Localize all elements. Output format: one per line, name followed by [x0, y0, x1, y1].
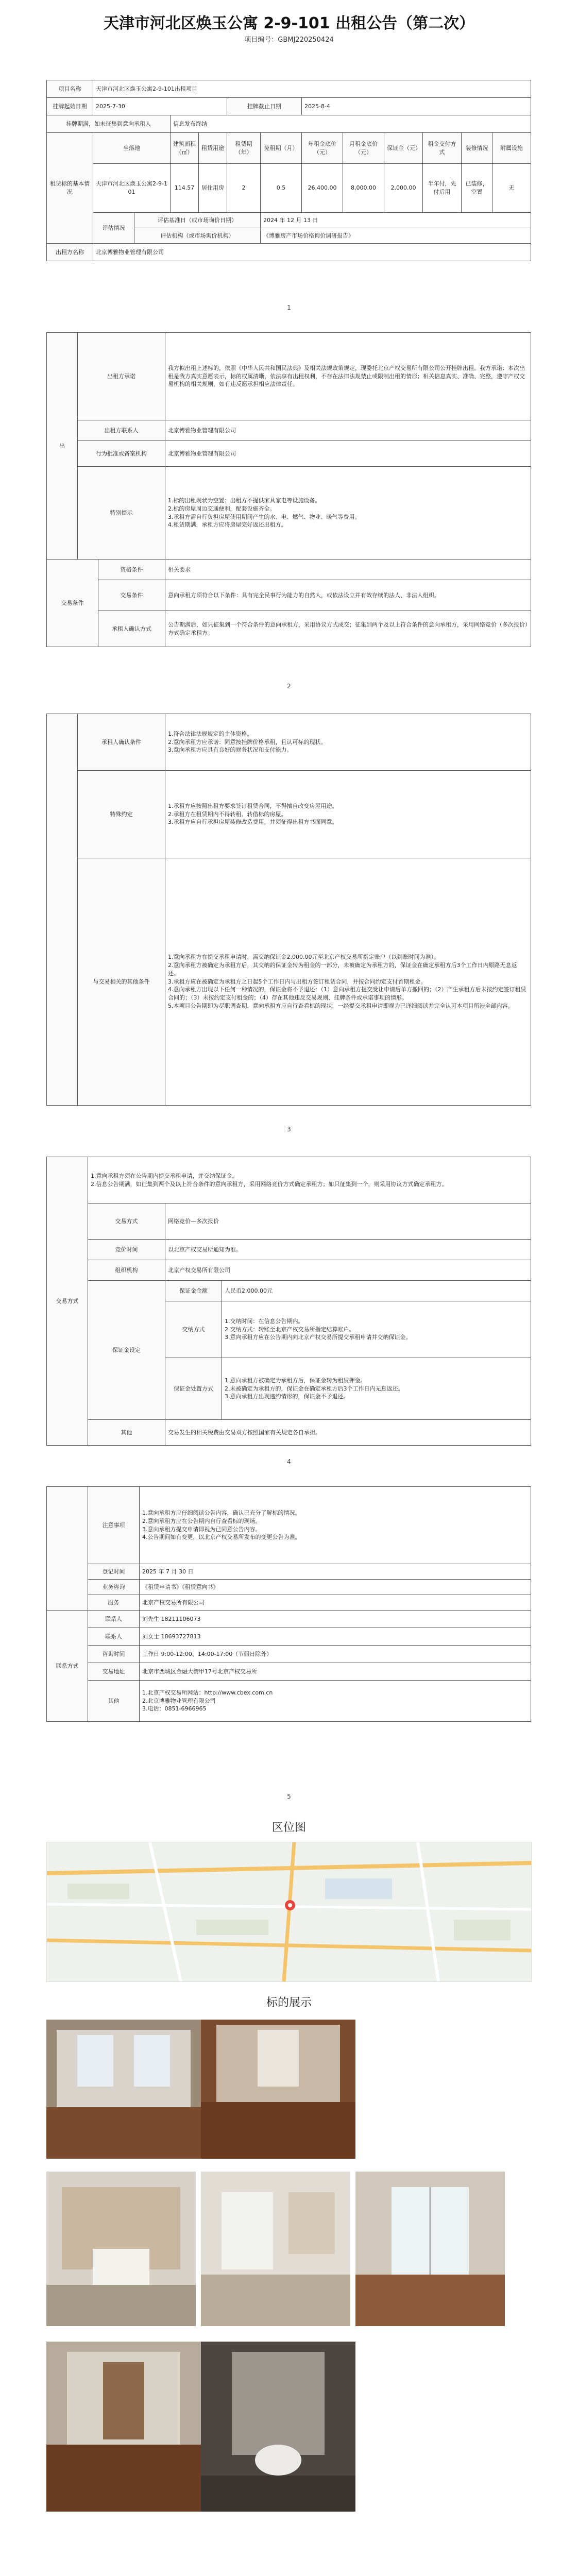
map-graphic	[47, 1842, 531, 1981]
confirm-label: 承租人确认方式	[98, 611, 165, 647]
time-label: 竞价时间	[88, 1240, 165, 1260]
lessor-value: 北京博雅物业管理有限公司	[93, 244, 531, 261]
col-usage: 租赁用途	[199, 133, 227, 164]
biz-value: 《租赁申请书》《租赁意向书》	[140, 1580, 531, 1595]
org-label: 组织机构	[88, 1260, 165, 1281]
val-payment: 半年付，先付后用	[423, 164, 462, 213]
contact-table	[46, 1486, 531, 1722]
val-usage: 居住用房	[199, 164, 227, 213]
page-4	[46, 1157, 531, 1446]
col-facility: 附属设施	[492, 133, 531, 164]
hours-label: 咨询时间	[88, 1646, 140, 1663]
lessor-commit-label: 出租方承诺	[78, 333, 165, 420]
eval-date-value: 2024 年 12 月 13 日	[261, 213, 531, 228]
contact-other-value: 1.北京产权交易所网站：http://www.cbex.com.cn 2.北京博雅物业管理有限公司 3.电话：0851-6966965	[140, 1681, 531, 1722]
project-number-label: 项目编号：	[244, 36, 278, 44]
living-room-image	[46, 2020, 201, 2159]
trade-value: 网络竞价—多次报价	[165, 1204, 531, 1240]
trade-other-value: 交易发生的相关税费由交易双方按照国家有关规定各自承担。	[165, 1420, 531, 1446]
c2-value: 刘女士 18693727813	[140, 1628, 531, 1646]
deposit-rule-value: 1.意向承租方被确定为承租方后，保证金转为租赁押金。 2.未被确定为承租方的，保证金在确定承租方后3个工作日内无息返还。 3.意向承租方出现违约情形的，保证金不予退还。	[222, 1358, 531, 1420]
deposit-rule-label: 保证金处置方式	[165, 1358, 222, 1420]
confirm-text: 公告期满后，如只征集到一个符合条件的意向承租方，采用协议方式成交；征集到两个及以上符合条件的意向承租方，采用网络竞价（多次报价）方式确定承租方。	[165, 611, 531, 647]
location-pin-icon	[285, 1900, 295, 1910]
page-number-4: 4	[287, 1458, 291, 1465]
reg-value: 2025 年 7 月 30 日	[140, 1564, 531, 1580]
page-3	[46, 714, 531, 1106]
col-monthly: 月租金底价（元）	[343, 133, 384, 164]
basic-info-table	[46, 80, 531, 261]
col-payment: 租金交付方式	[423, 133, 462, 164]
project-name-value: 天津市河北区焕玉公寓2-9-101出租项目	[93, 80, 531, 98]
eval-label: 评估情况	[93, 213, 134, 244]
contact-value: 北京博雅物业管理有限公司	[165, 420, 531, 441]
reg-label: 登记时间	[88, 1564, 140, 1580]
page-number-2: 2	[287, 683, 291, 690]
val-free: 0.5	[261, 164, 302, 213]
note-label: 特殊约定	[78, 771, 165, 858]
deposit-amount-value: 人民币2,000.00元	[222, 1281, 531, 1301]
map-section-title: 区位图	[271, 1821, 306, 1834]
time-value: 以北京产权交易所通知为准。	[165, 1240, 531, 1260]
page-title: 天津市河北区焕玉公寓 2-9-101 出租公告（第二次）	[103, 14, 475, 32]
cond-text: 意向承租方须符合以下条件：具有完全民事行为能力的自然人，或依法设立并有效存续的法人、非法人组织。	[165, 580, 531, 611]
location-map[interactable]	[46, 1842, 532, 1982]
service-value: 北京产权交易所有限公司	[140, 1595, 531, 1611]
service-label: 服务	[88, 1595, 140, 1611]
contact-other-label: 其他	[88, 1681, 140, 1722]
deposit-amount-label: 保证金金额	[165, 1281, 222, 1301]
page-number-5: 5	[287, 1793, 291, 1800]
page-number-1: 1	[287, 304, 291, 311]
deposit-method-label: 交纳方式	[165, 1301, 222, 1358]
trade-side-label: 交易方式	[47, 1157, 88, 1446]
note-text: 1.承租方应按照出租方要求签订租赁合同，不得擅自改变房屋用途。 2.承租方在租赁期内不得转租、转借标的房屋。 3.承租方应自行承担房屋装修改造费用，并须征得出租方书面同意。	[165, 771, 531, 858]
approval-label: 行为批准或备案机构	[78, 441, 165, 467]
photo-section-title: 标的展示	[266, 1996, 312, 2009]
intent-value: 信息发布终结	[171, 115, 531, 133]
end-date-value: 2025-8-4	[302, 98, 531, 115]
bathroom-image	[46, 2172, 196, 2326]
qual-label: 资格条件	[98, 560, 165, 580]
photo-hallway[interactable]	[46, 2342, 201, 2512]
photo-bathroom[interactable]	[46, 2172, 196, 2326]
page-number-3: 3	[287, 1126, 291, 1133]
cond-sub-label: 交易条件	[98, 580, 165, 611]
val-area: 114.57	[171, 164, 199, 213]
intent-label: 挂牌期满，如未征集到意向承租人	[47, 115, 171, 133]
page-1	[46, 80, 531, 261]
hallway-image	[46, 2342, 201, 2512]
trade-table	[46, 1157, 531, 1446]
lessor-label: 出租方名称	[47, 244, 93, 261]
biz-label: 业务咨询	[88, 1580, 140, 1595]
approval-value: 北京博雅物业管理有限公司	[165, 441, 531, 467]
col-free: 免租期（月）	[261, 133, 302, 164]
lessor-table	[46, 332, 531, 647]
place-label: 交易地址	[88, 1663, 140, 1681]
contact-side-label: 联系方式	[47, 1611, 88, 1722]
c2-label: 联系人	[88, 1628, 140, 1646]
page-5	[46, 1486, 531, 1722]
photo-bedroom[interactable]	[201, 2020, 355, 2159]
photo-toilet[interactable]	[201, 2342, 355, 2512]
val-deposit: 2,000.00	[384, 164, 423, 213]
c1-label: 联系人	[88, 1611, 140, 1628]
bidder-label: 承租人确认条件	[78, 714, 165, 771]
val-location: 天津市河北区焕玉公寓2-9-101	[93, 164, 171, 213]
contact-label: 出租方联系人	[78, 420, 165, 441]
notes-side	[47, 1487, 88, 1611]
photo-living-room[interactable]	[46, 2020, 201, 2159]
project-number	[0, 34, 578, 44]
col-decor: 装修情况	[462, 133, 492, 164]
trade-intro: 1.意向承租方须在公告期内提交承租申请，并交纳保证金。 2.信息公告期满，如征集到两个及以上符合条件的意向承租方，采用网络竞价方式确定承租方；如只征集到一个，则采用协议方式确定承租方。	[88, 1157, 531, 1204]
place-value: 北京市西城区金融大街甲17号北京产权交易所	[140, 1663, 531, 1681]
qual-value: 相关要求	[165, 560, 531, 580]
project-number-value: GBMJ220250424	[278, 36, 334, 44]
conditions-side	[47, 714, 78, 1106]
kitchen-image	[201, 2172, 350, 2326]
photo-kitchen[interactable]	[201, 2172, 350, 2326]
risk-text: 1.意向承租方在提交承租申请时，需交纳保证金2,000.00元至北京产权交易所指定账户（以到账时间为准）。 2.意向承租方被确定为承租方后，其交纳的保证金转为租金的一部分，未被确定为承租方的，保证金在确定承租方后3个工作日内原路无息返还。 3.承租方应在被确定为承租方之日起5个工作日内与出租方签订租赁合同，并按合同约定支付首期租金。 4.意向承租方出现以下任何一种情况的，保证金将不予退还：（1）意向承租方提交受让申请后单方撤回的；（2）产生承租方后未按约定签订租赁合同的；（3）未按约定支付租金的；（4）存在其他违反交易规则、挂牌条件或承诺事项的情形。 5.本项目公告期即为尽职调查期，意向承租方应自行查看标的现状，一经提交承租申请即视为已详细阅读并完全认可本项目所涉全部内容。	[165, 858, 531, 1106]
end-date-label: 挂牌截止日期	[227, 98, 302, 115]
special-label: 特别提示	[78, 467, 165, 560]
deposit-method-value: 1.交纳时间：在信息公告期内。 2.交纳方式：转账至北京产权交易所指定结算账户。 3.意向承租方应在公告期内向北京产权交易所提交承租申请并交纳保证金。	[222, 1301, 531, 1358]
trade-label: 交易方式	[88, 1204, 165, 1240]
notes-label: 注意事项	[88, 1487, 140, 1564]
eval-date-label: 评估基准日（或市场询价日期）	[134, 213, 261, 228]
val-annual: 26,400.00	[302, 164, 343, 213]
val-decor: 已装修，空置	[462, 164, 492, 213]
bidder-text: 1.符合法律法规规定的主体资格。 2.意向承租方应承诺：同意按挂牌价格承租，且认可标的现状。 3.意向承租方应具有良好的财务状况和支付能力。	[165, 714, 531, 771]
val-facility: 无	[492, 164, 531, 213]
special-text: 1.标的出租现状为空置；出租方不提供家具家电等设施设备。 2.标的房屋周边交通便利，配套设施齐全。 3.承租方需自行负担房屋使用期间产生的水、电、燃气、物业、暖气等费用。 4.租赁期满，承租方应将房屋完好返还出租方。	[165, 467, 531, 560]
page-2	[46, 332, 531, 647]
col-term: 租赁期（年）	[227, 133, 261, 164]
window-image	[355, 2172, 505, 2326]
col-deposit: 保证金（元）	[384, 133, 423, 164]
org-value: 北京产权交易所有限公司	[165, 1260, 531, 1281]
toilet-image	[201, 2342, 355, 2512]
risk-label: 与交易相关的其他条件	[78, 858, 165, 1106]
val-monthly: 8,000.00	[343, 164, 384, 213]
project-name-label: 项目名称	[47, 80, 93, 98]
lessor-commit-text: 我方拟出租上述标的，依照《中华人民共和国民法典》及相关法规政策规定，现委托北京产权交易所有限公司公开挂牌出租。我方承诺：本次出租是我方真实意愿表示，标的权属清晰，依法享有出租权利，不存在法律法规禁止或限制出租的情形；相关信息真实、准确、完整，遵守产权交易机构的相关规则，如有违反愿承担相应法律责任。	[165, 333, 531, 420]
col-area: 建筑面积（㎡）	[171, 133, 199, 164]
c1-value: 刘先生 18211106073	[140, 1611, 531, 1628]
hours-value: 工作日 9:00-12:00、14:00-17:00（节假日除外）	[140, 1646, 531, 1663]
bedroom-image	[201, 2020, 355, 2159]
photo-window[interactable]	[355, 2172, 505, 2326]
eval-org-value: 《博雅房产市场价格询价调研报告》	[261, 228, 531, 244]
deposit-label: 保证金设定	[88, 1281, 165, 1420]
start-date-value: 2025-7-30	[93, 98, 227, 115]
col-annual: 年租金底价（元）	[302, 133, 343, 164]
val-term: 2	[227, 164, 261, 213]
conditions-table	[46, 714, 531, 1106]
col-location: 坐落地	[93, 133, 171, 164]
trade-other-label: 其他	[88, 1420, 165, 1446]
start-date-label: 挂牌起始日期	[47, 98, 93, 115]
cond-label: 交易条件	[47, 560, 98, 647]
basic-label: 租赁标的基本情况	[47, 133, 93, 244]
eval-org-label: 评估机构（或市场询价机构）	[134, 228, 261, 244]
notes-text: 1.意向承租方应仔细阅读公告内容，确认已充分了解标的情况。 2.意向承租方应在公告期内自行查看标的现场。 3.意向承租方提交申请即视为已同意公告内容。 4.公告期间如有变更，以北京产权交易所发布的变更公告为准。	[140, 1487, 531, 1564]
lessor-side-label: 出	[47, 333, 78, 560]
